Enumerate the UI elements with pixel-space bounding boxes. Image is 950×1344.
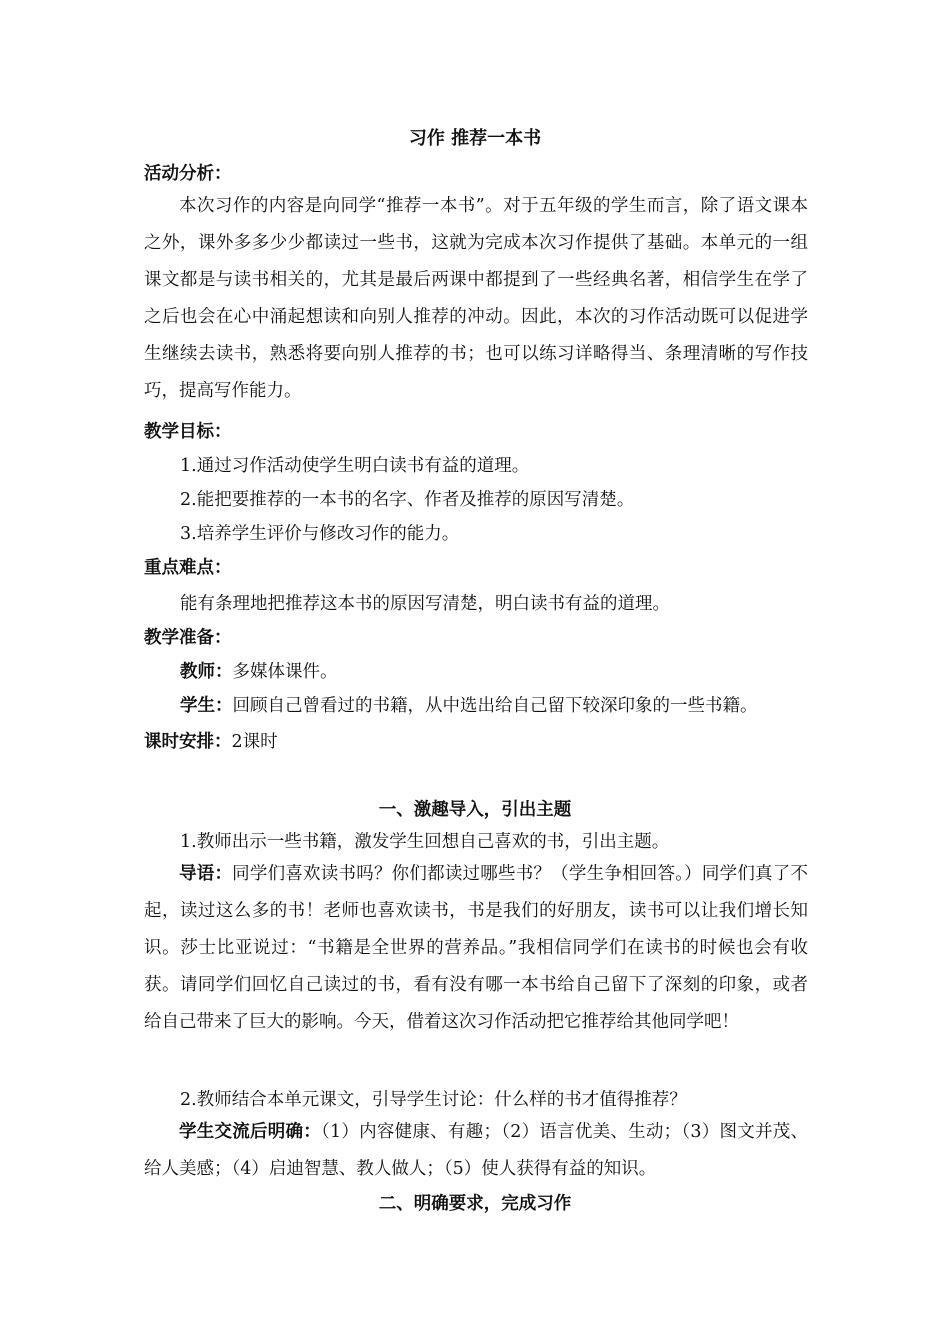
student-text: 回顾自己曾看过的书籍，从中选出给自己留下较深印象的一些书籍。 [232, 696, 758, 716]
preparation-heading: 教学准备： [144, 628, 232, 648]
conclusion-text: （1）内容健康、有趣；（2）语言优美、生动；（3）图文并茂、给人美感；（4）启迪智慧、教人做人；（5）使人获得有益的知识。 [144, 1122, 809, 1179]
section1-intro [144, 856, 808, 1041]
section1-step1: 1.教师出示一些书籍，激发学生回想自己喜欢的书，引出主题。 [180, 832, 670, 852]
teacher-text: 多媒体课件。 [232, 662, 338, 682]
schedule-line [144, 728, 278, 753]
schedule-label: 课时安排： [144, 732, 232, 752]
preparation-teacher [180, 658, 338, 683]
section1-heading: 一、激趣导入，引出主题 [378, 800, 572, 820]
schedule-value: 2课时 [231, 732, 278, 752]
analysis-text: 本次习作的内容是向同学“推荐一本书”。对于五年级的学生而言，除了语文课本之外，课外多多少少都读过一些书，这就为完成本次习作提供了基础。本单元的一组课文都是与读书相关的，尤其是最后两课中都提到了一些经典名著，相信学生在学了之后也会在心中涌起想读和向别人推荐的冲动。因此，本次的习作活动既可以促进学生继续去读书，熟悉将要向别人推荐的书；也可以练习详略得当、条理清晰的写作技巧，提高写作能力。 [144, 196, 808, 401]
goals-heading: 教学目标： [144, 422, 232, 442]
goal-item-3: 3.培养学生评价与修改习作的能力。 [180, 524, 460, 544]
goal-item-2: 2.能把要推荐的一本书的名字、作者及推荐的原因写清楚。 [180, 490, 635, 510]
intro-label: 导语： [179, 864, 233, 884]
key-points-heading: 重点难点： [144, 558, 232, 578]
section1-conclusion [144, 1114, 808, 1188]
preparation-student [180, 692, 758, 717]
goal-item-1: 1.通过习作活动使学生明白读书有益的道理。 [180, 456, 530, 476]
key-points-text: 能有条理地把推荐这本书的原因写清楚，明白读书有益的道理。 [180, 594, 670, 614]
teacher-label: 教师： [180, 662, 233, 682]
intro-text: 同学们喜欢读书吗？你们都读过哪些书？（学生争相回答。）同学们真了不起，读过这么多的书！老师也喜欢读书，书是我们的好朋友，读书可以让我们增长知识。莎士比亚说过：“书籍是全世界的营养品。”我相信同学们在读书的时候也会有收获。请同学们回忆自己读过的书，看有没有哪一本书给自己留下了深刻的印象，或者给自己带来了巨大的影响。今天，借着这次习作活动把它推荐给其他同学吧！ [144, 864, 809, 1032]
student-label: 学生： [180, 696, 233, 716]
section2-heading: 二、明确要求，完成习作 [378, 1194, 572, 1214]
conclusion-label: 学生交流后明确： [179, 1122, 322, 1142]
section1-step2: 2.教师结合本单元课文，引导学生讨论：什么样的书才值得推荐？ [180, 1090, 687, 1110]
page-title: 习作 推荐一本书 [408, 128, 542, 149]
analysis-heading: 活动分析： [144, 164, 232, 184]
